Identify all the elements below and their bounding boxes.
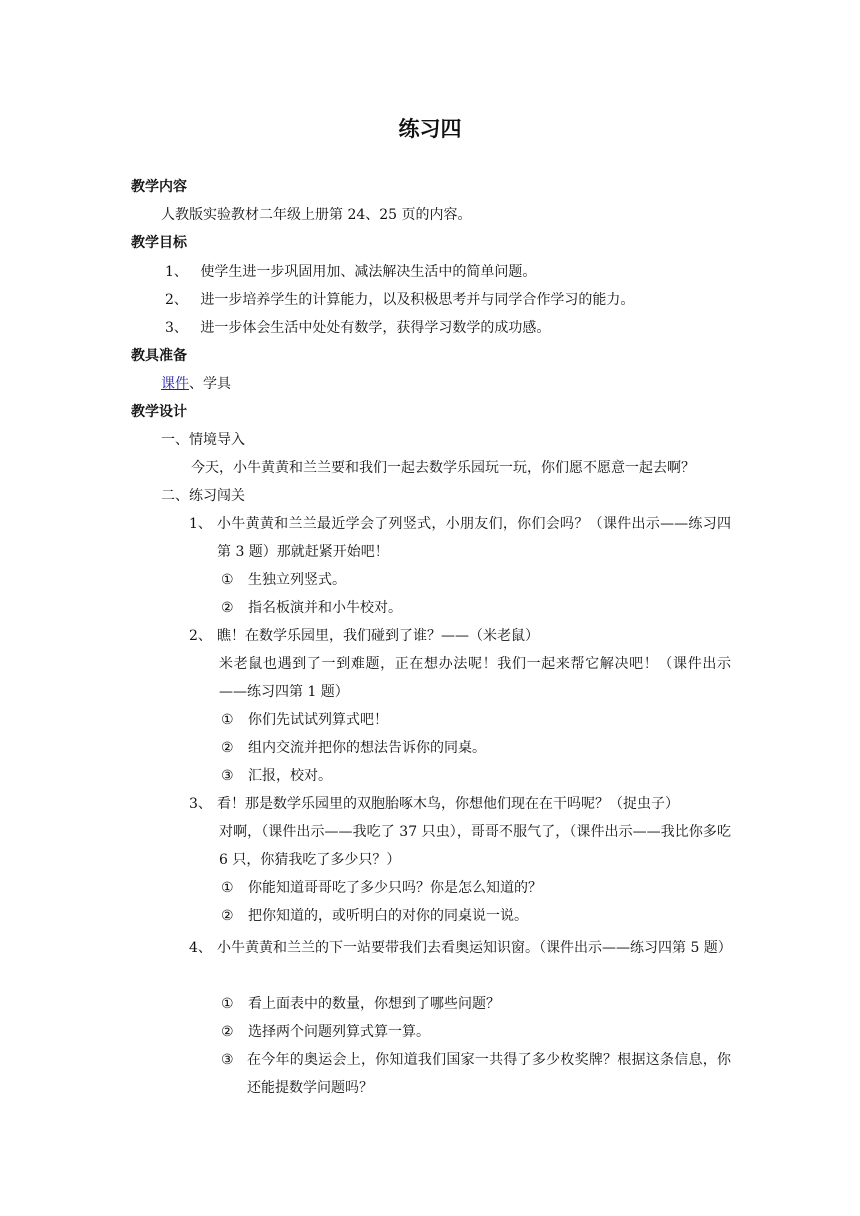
sub-mark: ① — [221, 996, 234, 1012]
sub-mark: ② — [221, 740, 234, 756]
sub-item — [221, 710, 388, 730]
sub-item — [221, 570, 346, 590]
part1-title: 一、情境导入 — [161, 432, 245, 448]
sub-mark: ② — [221, 908, 234, 924]
goal-text: 使学生进一步巩固用加、减法解决生活中的简单问题。 — [200, 264, 537, 280]
sub-mark: ② — [221, 600, 234, 616]
sub-item — [221, 994, 500, 1014]
goal-number: 1、 — [165, 264, 188, 280]
exercise-text: 小牛黄黄和兰兰最近学会了列竖式，小朋友们，你们会吗？（课件出示——练习四第 3 题）那就赶紧开始吧！ — [217, 516, 731, 560]
sub-item — [221, 878, 542, 898]
sub-text: 你能知道哥哥吃了多少只吗？你是怎么知道的？ — [248, 880, 543, 896]
part2-title: 二、练习闯关 — [161, 488, 245, 504]
goal-item — [165, 290, 634, 310]
exercise-number: 1、 — [189, 516, 212, 532]
exercise-text: 看！那是数学乐园里的双胞胎啄木鸟，你想他们现在在干吗呢？（捉虫子） — [217, 796, 679, 812]
section-heading-design: 教学设计 — [131, 404, 187, 420]
sub-mark: ① — [221, 712, 234, 728]
sub-mark: ③ — [221, 1052, 234, 1068]
content-text: 人教版实验教材二年级上册第 24、25 页的内容。 — [161, 207, 472, 223]
sub-text: 把你知道的，或听明白的对你的同桌说一说。 — [248, 908, 529, 924]
goal-item — [165, 262, 536, 282]
section-heading-tools: 教具准备 — [131, 348, 187, 364]
goal-number: 2、 — [165, 292, 188, 308]
sub-text: 选择两个问题列算式算一算。 — [248, 1024, 431, 1040]
courseware-link[interactable]: 课件 — [161, 376, 189, 392]
sub-text: 在今年的奥运会上，你知道我们国家一共得了多少枚奖牌？根据这条信息，你还能提数学问题吗？ — [247, 1052, 731, 1096]
sub-text: 汇报，校对。 — [248, 768, 333, 784]
sub-mark: ③ — [221, 768, 234, 784]
sub-text: 你们先试试列算式吧！ — [248, 712, 389, 728]
sub-item — [221, 598, 402, 618]
exercise-continuation: 米老鼠也遇到了一到难题，正在想办法呢！我们一起来帮它解决吧！（课件出示——练习四第 1 题） — [219, 656, 731, 700]
sub-mark: ① — [221, 572, 234, 588]
sub-mark: ② — [221, 1024, 234, 1040]
goal-number: 3、 — [165, 320, 188, 336]
sub-text: 看上面表中的数量，你想到了哪些问题？ — [248, 996, 501, 1012]
sub-text: 生独立列竖式。 — [248, 572, 347, 588]
exercise-continuation: 对啊，（课件出示——我吃了 37 只虫），哥哥不服气了，（课件出示——我比你多吃 6 只，你猜我吃了多少只？） — [219, 824, 731, 868]
exercise-text: 小牛黄黄和兰兰的下一站要带我们去看奥运知识窗。（课件出示——练习四第 5 题） — [217, 940, 732, 956]
sub-item — [221, 766, 332, 786]
tools-rest: 、学具 — [189, 376, 231, 392]
sub-mark: ① — [221, 880, 234, 896]
tools-line — [161, 374, 231, 394]
sub-item — [221, 906, 528, 926]
exercise-number: 3、 — [189, 796, 212, 812]
sub-text: 组内交流并把你的想法告诉你的同桌。 — [248, 740, 487, 756]
sub-text: 指名板演并和小牛校对。 — [248, 600, 403, 616]
section-heading-goals: 教学目标 — [131, 235, 187, 251]
exercise-number: 4、 — [189, 940, 212, 956]
sub-item — [221, 738, 486, 758]
exercise-text: 瞧！在数学乐园里，我们碰到了谁？——（米老鼠） — [217, 628, 539, 644]
exercise-number: 2、 — [189, 628, 212, 644]
section-heading-content: 教学内容 — [131, 179, 187, 195]
sub-item — [221, 1022, 430, 1042]
goal-item — [165, 318, 550, 338]
page-title: 练习四 — [398, 117, 462, 141]
goal-text: 进一步体会生活中处处有数学，获得学习数学的成功感。 — [200, 320, 551, 336]
part1-text: 今天，小牛黄黄和兰兰要和我们一起去数学乐园玩一玩，你们愿不愿意一起去啊？ — [191, 460, 695, 476]
goal-text: 进一步培养学生的计算能力，以及积极思考并与同学合作学习的能力。 — [200, 292, 635, 308]
